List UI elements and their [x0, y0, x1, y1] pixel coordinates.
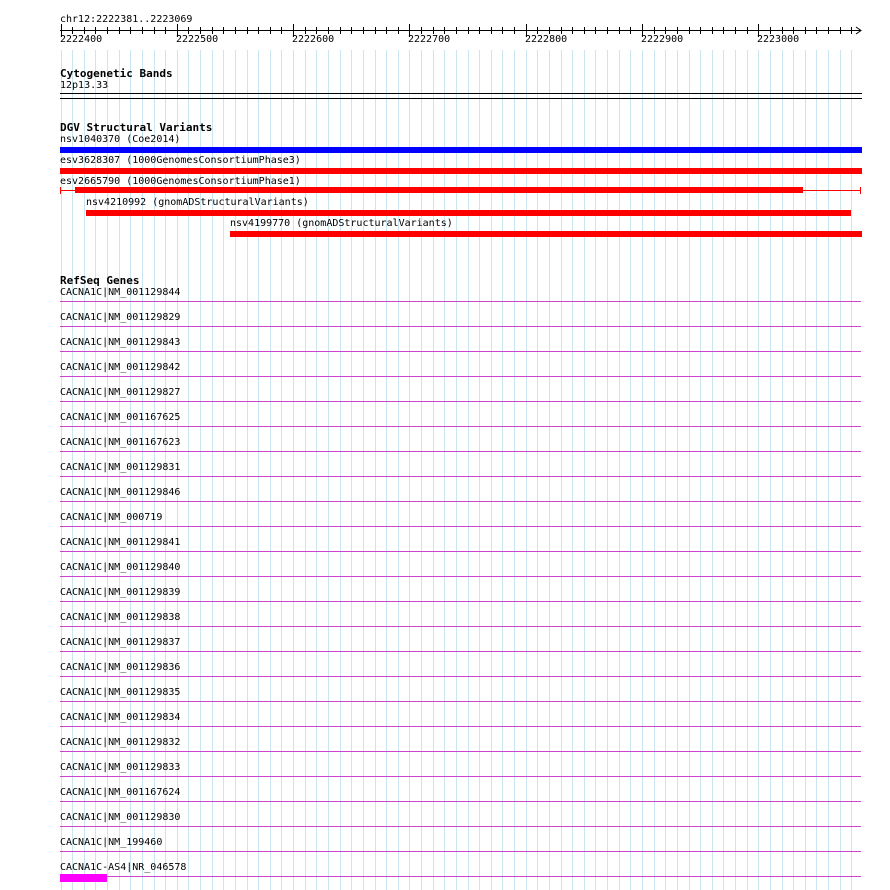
- gene-row[interactable]: [0, 762, 890, 787]
- dgv-track-title: DGV Structural Variants: [60, 121, 213, 134]
- gene-row[interactable]: [0, 812, 890, 837]
- tick-label-2223000: 2223000: [757, 34, 800, 45]
- variant-label-esv3628307: esv3628307 (1000GenomesConsortiumPhase3): [60, 155, 301, 166]
- gene-intron-line[interactable]: [60, 576, 861, 577]
- gene-label: CACNA1C|NM_001129835: [60, 687, 181, 698]
- tick-label-2222400: 2222400: [60, 34, 103, 45]
- cytoband-top-line: [60, 93, 862, 94]
- variant-label-nsv1040370: nsv1040370 (Coe2014): [60, 134, 181, 145]
- gene-intron-line[interactable]: [60, 626, 861, 627]
- gene-label: CACNA1C|NM_001129842: [60, 362, 181, 373]
- gene-label: CACNA1C|NM_001129839: [60, 587, 181, 598]
- variant-label-esv2665790: esv2665790 (1000GenomesConsortiumPhase1): [60, 176, 301, 187]
- gene-row[interactable]: [0, 287, 890, 312]
- gene-row[interactable]: [0, 837, 890, 862]
- gene-intron-line[interactable]: [60, 751, 861, 752]
- variant-label-nsv4210992: nsv4210992 (gnomADStructuralVariants): [86, 197, 309, 208]
- gene-label: CACNA1C|NM_001129838: [60, 612, 181, 623]
- gene-row[interactable]: [0, 437, 890, 462]
- gene-label: CACNA1C|NM_001129843: [60, 337, 181, 348]
- gene-intron-line[interactable]: [60, 501, 861, 502]
- cytoband-track-title: Cytogenetic Bands: [60, 67, 173, 80]
- gene-intron-line[interactable]: [60, 776, 861, 777]
- gene-label: CACNA1C|NM_001129846: [60, 487, 181, 498]
- gene-intron-line[interactable]: [60, 801, 861, 802]
- gene-row[interactable]: [0, 712, 890, 737]
- gene-row[interactable]: [0, 512, 890, 537]
- tick-label-2222800: 2222800: [525, 34, 568, 45]
- gene-label: CACNA1C|NM_001129830: [60, 812, 181, 823]
- gene-row[interactable]: [0, 312, 890, 337]
- gene-intron-line[interactable]: [60, 651, 861, 652]
- cytoband-bottom-line: [60, 98, 862, 99]
- gene-row[interactable]: [0, 637, 890, 662]
- variant-label-nsv4199770: nsv4199770 (gnomADStructuralVariants): [230, 218, 453, 229]
- cytoband-label: 12p13.33: [60, 80, 109, 91]
- gene-row[interactable]: [0, 587, 890, 612]
- gene-label: CACNA1C|NM_001129833: [60, 762, 181, 773]
- gene-intron-line[interactable]: [60, 526, 861, 527]
- gene-row[interactable]: [0, 537, 890, 562]
- tick-label-2222600: 2222600: [292, 34, 335, 45]
- locus-label: chr12:2222381..2223069: [60, 14, 193, 25]
- gene-label: CACNA1C|NM_001129834: [60, 712, 181, 723]
- gene-label: CACNA1C|NM_001129840: [60, 562, 181, 573]
- gene-intron-line[interactable]: [60, 376, 861, 377]
- tick-label-2222700: 2222700: [408, 34, 451, 45]
- gene-label: CACNA1C|NM_001129829: [60, 312, 181, 323]
- tick-label-2222500: 2222500: [176, 34, 219, 45]
- gene-intron-line[interactable]: [60, 451, 861, 452]
- gene-intron-line[interactable]: [60, 401, 861, 402]
- gene-label: CACNA1C|NM_000719: [60, 512, 163, 523]
- gene-row[interactable]: [0, 462, 890, 487]
- gene-label: CACNA1C|NM_001129832: [60, 737, 181, 748]
- variant-bar-esv3628307[interactable]: [60, 168, 862, 174]
- gene-row[interactable]: [0, 787, 890, 812]
- gene-intron-line[interactable]: [60, 551, 861, 552]
- gene-intron-line[interactable]: [60, 351, 861, 352]
- refseq-track-title: RefSeq Genes: [60, 274, 140, 287]
- variant-bar-nsv1040370[interactable]: [60, 147, 862, 153]
- gene-row[interactable]: [0, 337, 890, 362]
- gene-intron-line[interactable]: [60, 326, 861, 327]
- gene-label: CACNA1C|NM_001129831: [60, 462, 181, 473]
- gene-intron-line[interactable]: [60, 676, 861, 677]
- gene-row[interactable]: [0, 487, 890, 512]
- gene-intron-line[interactable]: [60, 851, 861, 852]
- gene-exon-block[interactable]: [60, 874, 107, 882]
- tick-label-2222900: 2222900: [641, 34, 684, 45]
- gene-row[interactable]: [0, 412, 890, 437]
- gene-intron-line[interactable]: [60, 301, 861, 302]
- gene-label: CACNA1C|NM_001167623: [60, 437, 181, 448]
- variant-bar-nsv4199770[interactable]: [230, 231, 862, 237]
- gene-intron-line[interactable]: [60, 701, 861, 702]
- gene-row[interactable]: [0, 662, 890, 687]
- gene-row[interactable]: [0, 862, 890, 887]
- gene-label: CACNA1C|NM_001129841: [60, 537, 181, 548]
- gene-label: CACNA1C|NM_001129836: [60, 662, 181, 673]
- gene-row[interactable]: [0, 362, 890, 387]
- variant-bar-esv2665790[interactable]: [60, 186, 862, 195]
- gene-label: CACNA1C|NM_001167624: [60, 787, 181, 798]
- gene-label: CACNA1C|NM_001129837: [60, 637, 181, 648]
- gene-label: CACNA1C|NM_001129844: [60, 287, 181, 298]
- gene-intron-line[interactable]: [60, 826, 861, 827]
- gene-row[interactable]: [0, 737, 890, 762]
- gene-label: CACNA1C|NM_001167625: [60, 412, 181, 423]
- gene-label: CACNA1C|NM_199460: [60, 837, 163, 848]
- gene-row[interactable]: [0, 687, 890, 712]
- gene-label: CACNA1C|NM_001129827: [60, 387, 181, 398]
- gene-intron-line[interactable]: [60, 726, 861, 727]
- gene-label: CACNA1C-AS4|NR_046578: [60, 862, 187, 873]
- gene-intron-line[interactable]: [60, 601, 861, 602]
- gene-intron-line[interactable]: [60, 476, 861, 477]
- gene-row[interactable]: [0, 387, 890, 412]
- gene-intron-line[interactable]: [60, 876, 861, 877]
- gene-row[interactable]: [0, 562, 890, 587]
- gene-intron-line[interactable]: [60, 426, 861, 427]
- variant-bar-nsv4210992[interactable]: [86, 210, 851, 216]
- gene-row[interactable]: [0, 612, 890, 637]
